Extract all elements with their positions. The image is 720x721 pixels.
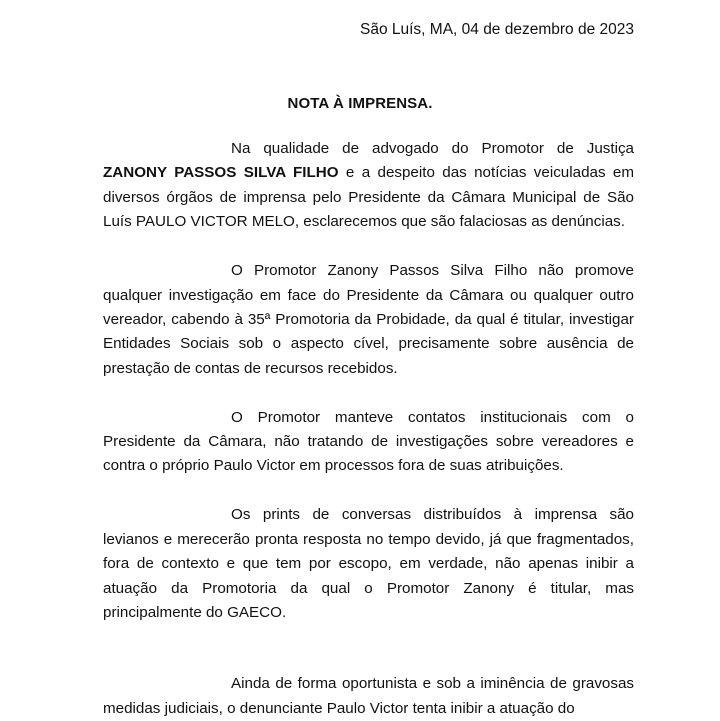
paragraph-1-text-start: Na qualidade de advogado do Promotor de Justiça (231, 140, 634, 157)
paragraph-5: Ainda de forma oportunista e sob a iminência de gravosas medidas judiciais, o denunciante Paulo Victor tenta inibir a atuação do (103, 675, 634, 717)
document-body (103, 137, 634, 721)
paragraph-1-text-end: e a despeito das notícias veiculadas em diversos órgãos de imprensa pelo Presidente da Câmara Municipal de São Luís PAULO VICTOR MELO, esclarecemos que são falaciosas as denúncias. (103, 164, 635, 231)
document-title: NOTA À IMPRENSA. (287, 95, 433, 112)
paragraph-2: O Promotor Zanony Passos Silva Filho não promove qualquer investigação em face do Presidente da Câmara ou qualquer outro vereador, cabendo à 35ª Promotoria da Probidade, da qual é titular, investigar Entidades Sociais sob o aspecto cível, precisamente sobre ausência de prestação de contas de recursos recebidos. (103, 262, 634, 377)
paragraph-3: O Promotor manteve contatos institucionais com o Presidente da Câmara, não tratando de investigações sobre vereadores e contra o próprio Paulo Victor em processos fora de suas atribuições. (103, 408, 634, 475)
paragraph-4: Os prints de conversas distribuídos à imprensa são levianos e merecerão pronta resposta no tempo devido, já que fragmentados, fora de contexto e que tem por escopo, em verdade, não apenas inibir a atuação da Promotoria da qual o Promotor Zanony é titular, mas principalmente do GAECO. (103, 506, 634, 621)
paragraph-1 (103, 137, 634, 235)
promotor-name-bold: ZANONY PASSOS SILVA FILHO (103, 164, 339, 182)
date-line: São Luís, MA, 04 de dezembro de 2023 (359, 21, 634, 38)
